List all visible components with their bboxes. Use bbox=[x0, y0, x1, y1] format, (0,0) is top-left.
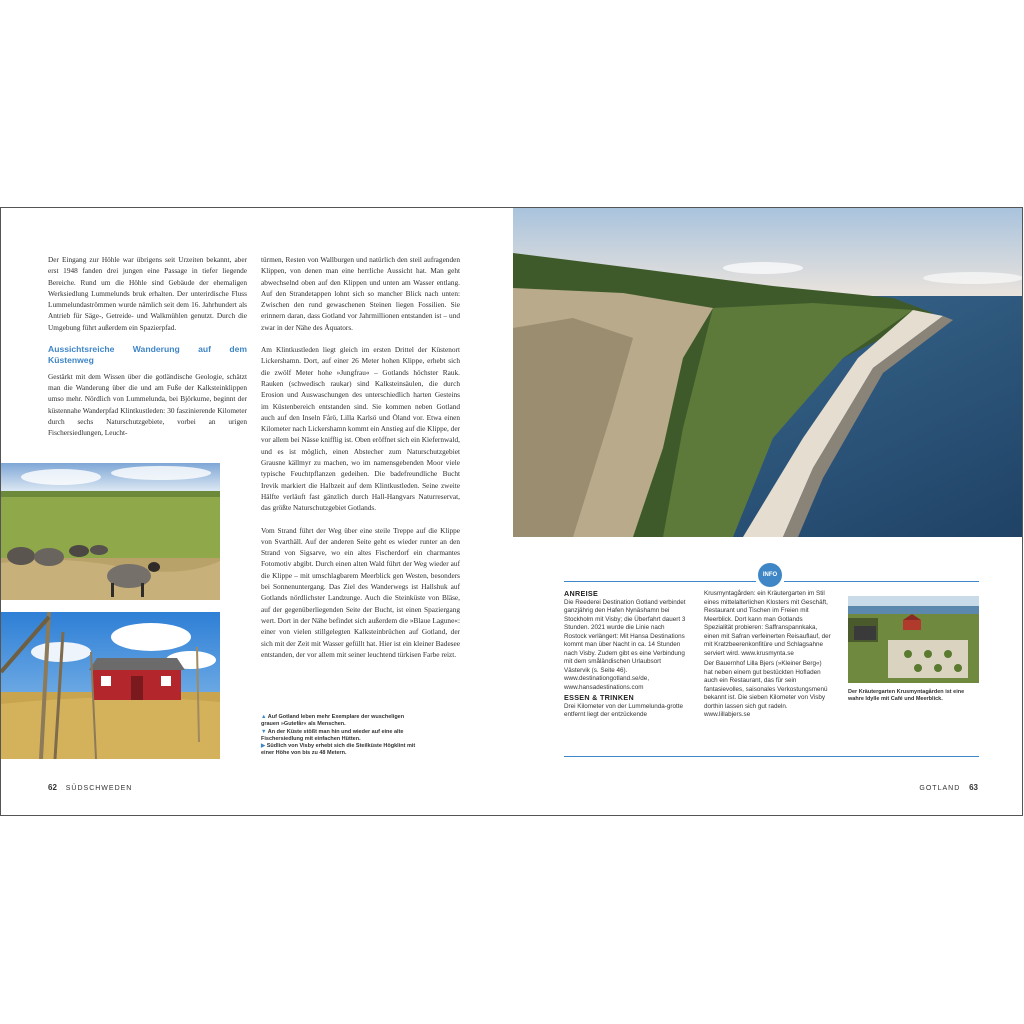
photo-captions bbox=[261, 714, 421, 758]
herb-garden-photo bbox=[848, 596, 979, 683]
info-rule-right bbox=[784, 581, 979, 582]
coast-paragraph: türmen, Resten von Wallburgen und natürlich den steil aufragenden Klippen, von denen man eine herrliche Aussicht hat. Man geht abwechselnd oben auf den Klippen und unten am Wasser entlang. Auf den Strandetappen lohnt sich so mancher Blick nach unten: Zwischen den rund gewaschenen Steinen liegen Fossilien. Sie erinnern daran, dass Gotland vor Jahrmillionen entstanden ist – und zwar in der Nähe des Äquators. bbox=[261, 255, 460, 332]
caption-hut: ▼ An der Küste stößt man hin und wieder auf eine alte Fischersiedlung mit einfachen Hütten. bbox=[261, 728, 404, 742]
page-number-left: 62 bbox=[48, 783, 57, 792]
info-food-text: Drei Kilometer von der Lummelunda-grotte entfernt liegt der entzückende bbox=[564, 702, 683, 718]
fishing-hut-photo bbox=[1, 612, 220, 759]
info-column-2 bbox=[704, 590, 832, 722]
herb-garden-caption: Der Kräutergarten Krusmyntagården ist eine wahre Idylle mit Café und Meerblick. bbox=[848, 689, 965, 703]
caption-cliff: ▶ Südlich von Visby erhebt sich die Steilküste Högklint mit einer Höhe von bis zu 48 Metern. bbox=[261, 743, 416, 757]
section-name-right: GOTLAND bbox=[919, 785, 961, 792]
arrow-down-icon: ▼ bbox=[261, 728, 267, 735]
intro-paragraph: Der Eingang zur Höhle war übrigens seit Urzeiten bekannt, aber erst 1948 fanden drei jungen eine Passage in tiefer liegende Bereiche. Rund um die Höhle sind Gebäude der ehemaligen Werksiedlung Lummelunds bruk erhalten. Der unterirdische Fluss Lummelundaströmmen wurde nämlich seit dem 16. Jahrhundert als Antrieb für Säge-, Getreide- und Walkmühlen genutzt. Durch die Umgebung führt außerdem ein Spazierpfad. bbox=[48, 255, 247, 332]
right-folio bbox=[919, 783, 978, 792]
section-heading: Aussichtsreiche Wanderung auf dem Küstenweg bbox=[48, 344, 247, 366]
page-number-right: 63 bbox=[969, 783, 978, 792]
arrow-up-icon: ▲ bbox=[261, 714, 267, 720]
hike-paragraph: Gestärkt mit dem Wissen über die gotländische Geologie, schätzt man die Wanderung über die und am Fuße der Kalksteinklippen umso mehr. Nördlich von Lummelunda, bei Björkume, beginnt der küstennahe Wanderpfad Klintkustleden: 30 faszinierende Kilometer durch sechs Naturschutzgebiete, vorbei an urigen Fischersiedlungen, Leucht- bbox=[48, 371, 247, 438]
info-farm-text: Der Bauernhof Lilla Bjers (»Kleiner Berg«) hat neben einem gut bestückten Hofladen auch ein Restaurant, das für sein fantasievolles, saisonales Verkostungsmenü bekannt ist. Die sieben Kilometer von Visby dorthin lassen sich gut radeln. www.lillabjers.se bbox=[704, 660, 828, 718]
left-folio bbox=[48, 783, 132, 792]
info-badge: INFO bbox=[758, 563, 782, 587]
info-column-1 bbox=[564, 590, 686, 722]
left-column-2 bbox=[261, 254, 460, 671]
info-arrival-text: Die Reederei Destination Gotland verbindet ganzjährig den Hafen Nynäshamn bei Stockholm mit Visby; die Überfahrt dauert 3 Stunden. 2021 wurde die Linie nach Rostock verlängert: Mit Hansa Destinations kommt man über Nacht in ca. 14 Stunden nach Visby. Zudem gibt es eine Verbindung mit dem småländischen Urlaubsort Västervik (s. Seite 46). www.destinationgotland.se/de, www.hansadestinations.com bbox=[564, 598, 686, 691]
svarthall-paragraph: Vom Strand führt der Weg über eine steile Treppe auf die Klippe von Svarthäll. Auf der anderen Seite geht es wieder runter an den Strand von Sigsarve, wo ein altes Fischerdorf ein charmantes Fotomotiv abgibt. Durch einen alten Wald führt der Weg wieder auf die Klippe – mit umschlagbarem Meerblick gen Westen, besonders bei Sonnenuntergang. Das Ziel des Wanderwegs ist Hallshuk auf Gotlands nördlichster Landzunge. Auch die Steinküste von Bläse, auf der gegenüberliegenden Seite der Bucht, ist einen Spaziergang wert. Dort in der Nähe befindet sich außerdem die »Blaue Lagune«: einer von vielen stillgelegten Kalksteinbrüchen auf Gotland, der sich mit der Zeit mit Wasser gefüllt hat. Hier ist ein kleiner Badesee entstanden, der vor allem mit seiner leuchtend türkisen Farbe reizt. bbox=[261, 525, 460, 659]
cliff-photo bbox=[513, 208, 1023, 537]
book-spread bbox=[0, 207, 1023, 816]
info-rule-bottom bbox=[564, 756, 979, 757]
lickershamn-paragraph: Am Klintkustleden liegt gleich im ersten Drittel der Küstenort Lickershamn. Dort, auf einer 26 Meter hohen Klippe, erhebt sich die zwölf Meter hohe »Jungfrau« – Gotlands höchster Rauk. Rauken (schwedisch raukar) sind Kalksteinsäulen, die durch Erosion und Auswaschungen des unterschiedlich harten Gesteins im Küstenbereich entstanden sind. Sie kommen neben Gotland auch auf den Inseln Fårö, Lilla Karlsö und Öland vor. Etwa einen Kilometer nach Lickershamn kommt ein Anstieg auf die Klippe, der vor allem bei Nässe knifflig ist. Oben eröffnet sich ein Kiefernwald, und es ist möglich, einen Abstecher zum Naturschutzgebiet Grausne källmyr zu machen, wo im namensgebenden Moor viele typische Feuchtpflanzen gedeihen. Die badefreundliche Bucht Irevik markiert die Halbzeit auf dem Klintkustleden. Seine zweite Hälfte verläuft fast gänzlich durch Hall-Hangvars Naturreservat, das größte Naturschutzgebiet Gotlands. bbox=[261, 345, 460, 513]
sheep-photo bbox=[1, 463, 220, 600]
section-name-left: SÜDSCHWEDEN bbox=[65, 785, 133, 792]
info-heading-arrival: ANREISE bbox=[564, 589, 599, 598]
arrow-right-icon: ▶ bbox=[261, 743, 266, 750]
info-heading-food: ESSEN & TRINKEN bbox=[564, 693, 634, 702]
info-herb-garden-text: Krusmyntagården: ein Kräutergarten im Stil eines mittelalterlichen Klosters mit Geschäft, Restaurant und Tischen im Freien mit Meerblick. Dort kann man Gotlands Spezialität probieren: Saffranspannkaka, einen mit Safran verfeinerten Reisauflauf, der mit Kratzbeerenkonfitüre und Schlagsahne serviert wird. www.krusmynta.se bbox=[704, 590, 831, 657]
left-column-1 bbox=[48, 254, 247, 449]
info-rule-left bbox=[564, 581, 756, 582]
caption-sheep: ▲ Auf Gotland leben mehr Exemplare der wuscheligen grauen »Gutefår« als Menschen. bbox=[261, 714, 405, 728]
